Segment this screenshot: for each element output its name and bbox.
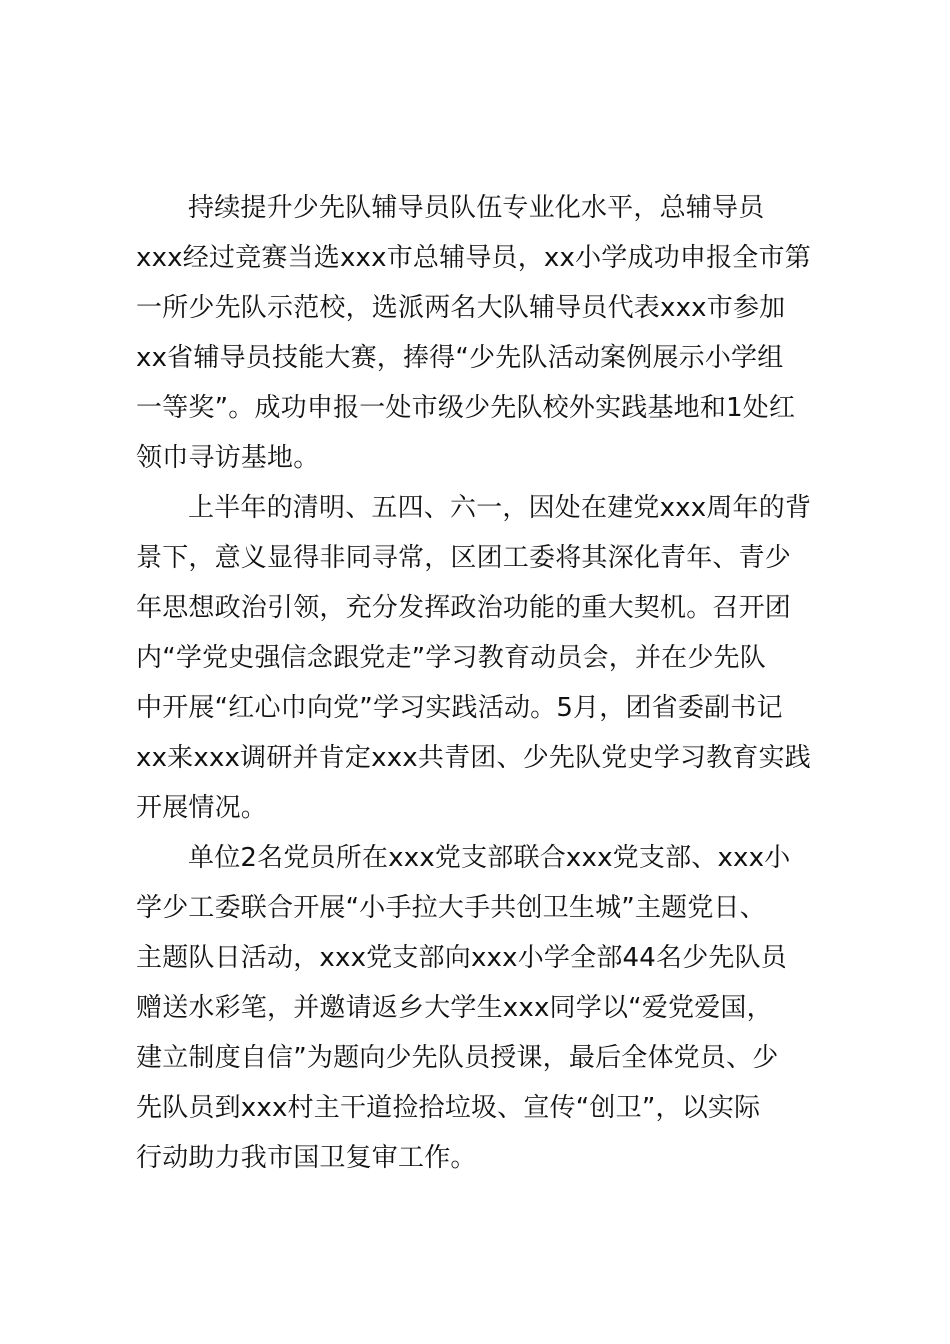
- paragraph-line: xx来xxx调研并肯定xxx共青团、少先队党史学习教育实践: [136, 743, 811, 773]
- paragraph-line: 领巾寻访基地。: [136, 443, 320, 473]
- paragraph-line: 赠送水彩笔，并邀请返乡大学生xxx同学以“爱党爱国，: [136, 993, 773, 1023]
- paragraph-line: 单位2名党员所在xxx党支部联合xxx党支部、xxx小: [188, 843, 791, 873]
- paragraph-2: [136, 483, 852, 833]
- paragraph-line: 开展情况。: [136, 793, 268, 823]
- paragraph-line: 行动助力我市国卫复审工作。: [136, 1143, 477, 1173]
- document-body: [136, 183, 852, 1183]
- paragraph-line: 先队员到xxx村主干道捡拾垃圾、宣传“创卫”，以实际: [136, 1093, 761, 1123]
- paragraph-3: [136, 833, 852, 1183]
- paragraph-line: 建立制度自信”为题向少先队员授课，最后全体党员、少: [136, 1043, 779, 1073]
- paragraph-line: 主题队日活动，xxx党支部向xxx小学全部44名少先队员: [136, 943, 788, 973]
- paragraph-line: xx省辅导员技能大赛，捧得“少先队活动案例展示小学组: [136, 343, 784, 373]
- paragraph-line: xxx经过竞赛当选xxx市总辅导员，xx小学成功申报全市第: [136, 243, 811, 273]
- paragraph-line: 一所少先队示范校，选派两名大队辅导员代表xxx市参加: [136, 293, 786, 323]
- paragraph-1: [136, 183, 852, 483]
- paragraph-line: 景下，意义显得非同寻常，区团工委将其深化青年、青少: [136, 543, 792, 573]
- paragraph-line: 一等奖”。成功申报一处市级少先队校外实践基地和1处红: [136, 393, 796, 423]
- paragraph-line: 年思想政治引领，充分发挥政治功能的重大契机。召开团: [136, 593, 792, 623]
- paragraph-line: 中开展“红心巾向党”学习实践活动。5月，团省委副书记: [136, 693, 783, 723]
- paragraph-line: 内“学党史强信念跟党走”学习教育动员会，并在少先队: [136, 643, 766, 673]
- paragraph-line: 上半年的清明、五四、六一，因处在建党xxx周年的背: [188, 493, 812, 523]
- paragraph-line: 持续提升少先队辅导员队伍专业化水平，总辅导员: [188, 193, 765, 223]
- paragraph-line: 学少工委联合开展“小手拉大手共创卫生城”主题党日、: [136, 893, 766, 923]
